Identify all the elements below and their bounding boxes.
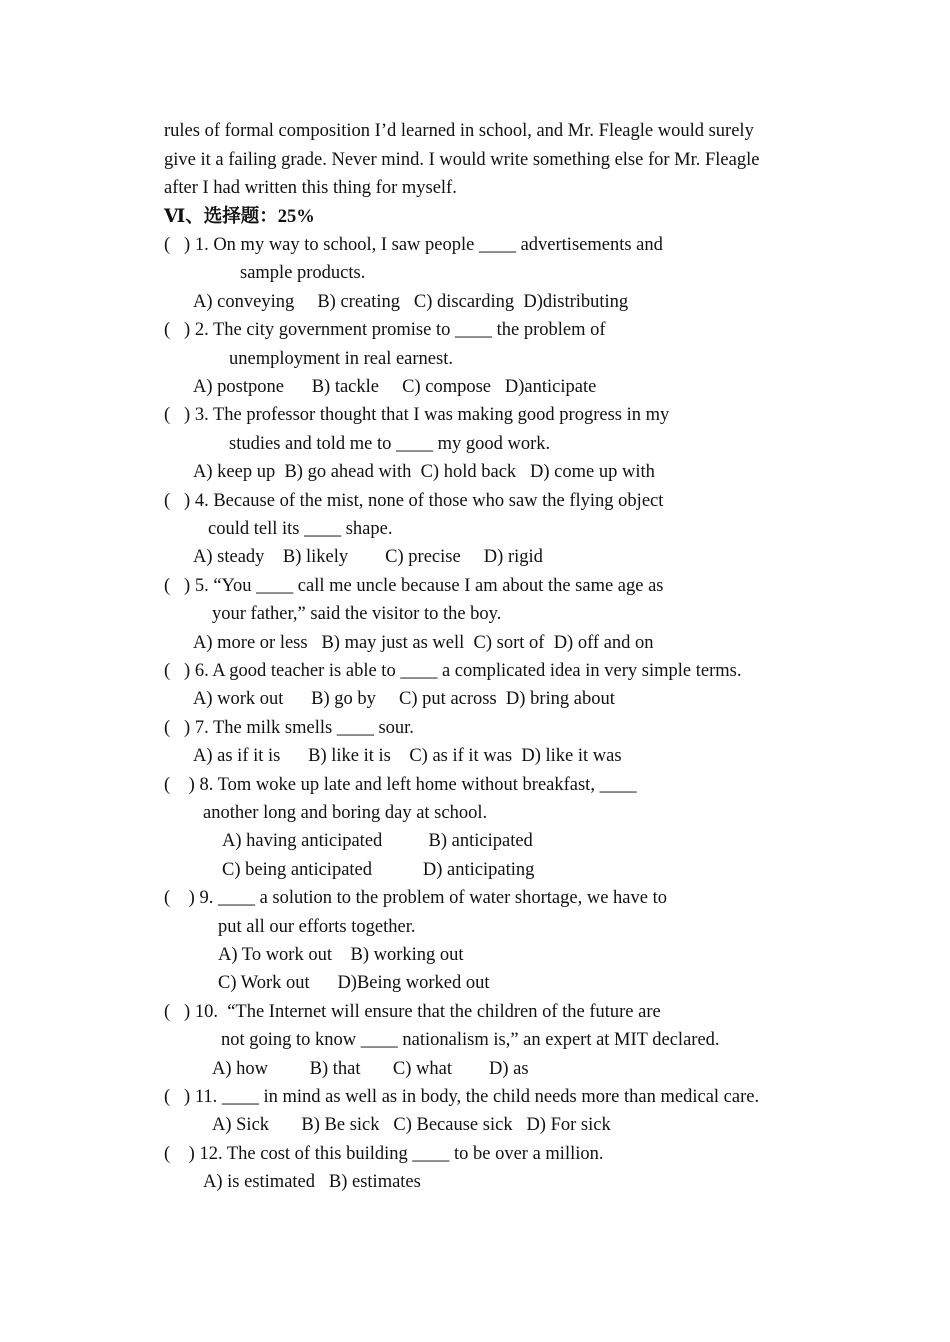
question-5-continuation: your father,” said the visitor to the boy. (212, 604, 502, 624)
question-12-stem: ( ) 12. The cost of this building ____ to be over a million. (164, 1144, 604, 1164)
section-heading: Ⅵ、选择题：25% (164, 207, 315, 227)
intro-line-1: rules of formal composition I’d learned in school, and Mr. Fleagle would surely (164, 121, 754, 141)
question-12-options: A) is estimated B) estimates (203, 1172, 421, 1192)
question-2-stem: ( ) 2. The city government promise to ____ the problem of (164, 320, 606, 340)
question-5-stem: ( ) 5. “You ____ call me uncle because I am about the same age as (164, 576, 664, 596)
question-5-options: A) more or less B) may just as well C) sort of D) off and on (193, 633, 654, 653)
question-11-stem: ( ) 11. ____ in mind as well as in body, the child needs more than medical care. (164, 1087, 760, 1107)
question-1-stem: ( ) 1. On my way to school, I saw people ____ advertisements and (164, 235, 663, 255)
question-9-continuation: put all our efforts together. (218, 917, 416, 937)
question-8-continuation: another long and boring day at school. (203, 803, 488, 823)
question-4-stem: ( ) 4. Because of the mist, none of those who saw the flying object (164, 491, 664, 511)
question-9-stem: ( ) 9. ____ a solution to the problem of water shortage, we have to (164, 888, 667, 908)
intro-line-3: after I had written this thing for myself. (164, 178, 457, 198)
question-2-continuation: unemployment in real earnest. (229, 349, 453, 369)
question-8-options-2: C) being anticipated D) anticipating (222, 860, 535, 880)
question-1-continuation: sample products. (240, 263, 366, 283)
question-7-options: A) as if it is B) like it is C) as if it was D) like it was (193, 746, 622, 766)
question-3-continuation: studies and told me to ____ my good work. (229, 434, 551, 454)
question-3-stem: ( ) 3. The professor thought that I was making good progress in my (164, 405, 670, 425)
question-7-stem: ( ) 7. The milk smells ____ sour. (164, 718, 414, 738)
question-8-stem: ( ) 8. Tom woke up late and left home without breakfast, ____ (164, 775, 637, 795)
question-4-options: A) steady B) likely C) precise D) rigid (193, 547, 543, 567)
question-11-options: A) Sick B) Be sick C) Because sick D) For sick (212, 1115, 611, 1135)
question-6-options: A) work out B) go by C) put across D) bring about (193, 689, 615, 709)
intro-line-2: give it a failing grade. Never mind. I would write something else for Mr. Fleagle (164, 150, 760, 170)
question-9-options-2: C) Work out D)Being worked out (218, 973, 490, 993)
question-3-options: A) keep up B) go ahead with C) hold back D) come up with (193, 462, 655, 482)
question-4-continuation: could tell its ____ shape. (208, 519, 393, 539)
question-1-options: A) conveying B) creating C) discarding D)distributing (193, 292, 629, 312)
question-2-options: A) postpone B) tackle C) compose D)anticipate (193, 377, 597, 397)
question-9-options-1: A) To work out B) working out (218, 945, 464, 965)
question-10-options: A) how B) that C) what D) as (212, 1059, 529, 1079)
question-6-stem: ( ) 6. A good teacher is able to ____ a complicated idea in very simple terms. (164, 661, 742, 681)
question-8-options-1: A) having anticipated B) anticipated (222, 831, 533, 851)
question-10-stem: ( ) 10. “The Internet will ensure that the children of the future are (164, 1002, 661, 1022)
question-10-continuation: not going to know ____ nationalism is,” an expert at MIT declared. (221, 1030, 720, 1050)
